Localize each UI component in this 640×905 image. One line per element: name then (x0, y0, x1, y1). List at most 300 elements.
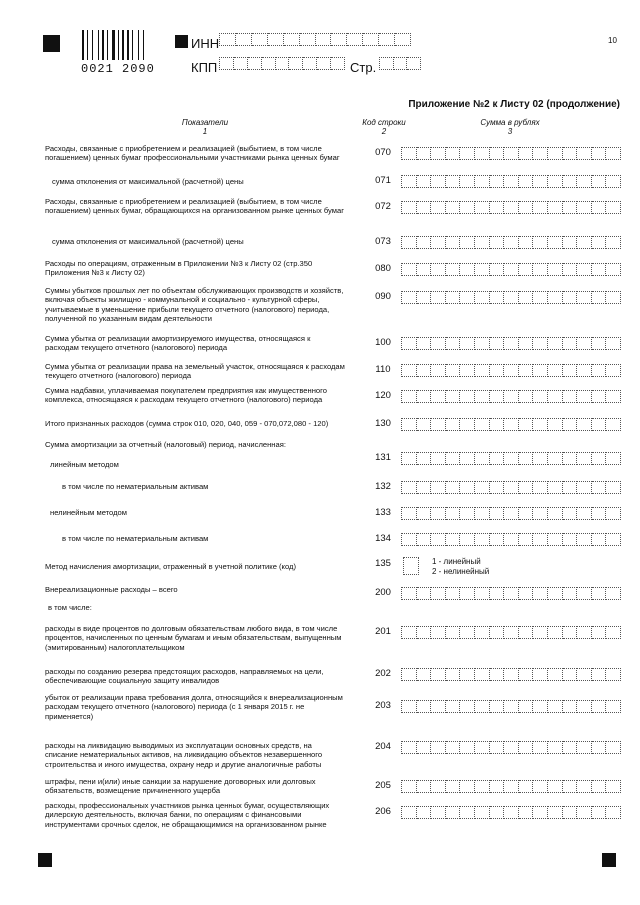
amortization-method-code-field[interactable] (403, 557, 419, 575)
sum-input-202[interactable] (401, 668, 621, 681)
digit-cell[interactable] (548, 390, 563, 403)
digit-cell[interactable] (475, 626, 490, 639)
digit-cell[interactable] (592, 263, 607, 276)
digit-cell[interactable] (563, 700, 578, 713)
digit-cell[interactable] (431, 291, 446, 304)
digit-cell[interactable] (563, 175, 578, 188)
digit-cell[interactable] (446, 201, 461, 214)
digit-cell[interactable] (592, 507, 607, 520)
digit-cell[interactable] (460, 175, 475, 188)
digit-cell[interactable] (592, 533, 607, 546)
digit-cell[interactable] (504, 806, 519, 819)
digit-cell[interactable] (490, 263, 505, 276)
digit-cell[interactable] (446, 626, 461, 639)
digit-cell[interactable] (548, 263, 563, 276)
digit-cell[interactable] (577, 587, 592, 600)
digit-cell[interactable] (460, 291, 475, 304)
digit-cell[interactable] (548, 587, 563, 600)
digit-cell[interactable] (606, 507, 621, 520)
digit-cell[interactable] (504, 741, 519, 754)
digit-cell[interactable] (592, 201, 607, 214)
digit-cell[interactable] (401, 452, 417, 465)
digit-cell[interactable] (548, 201, 563, 214)
digit-cell[interactable] (504, 507, 519, 520)
digit-cell[interactable] (431, 263, 446, 276)
digit-cell[interactable] (577, 201, 592, 214)
digit-cell[interactable] (548, 481, 563, 494)
digit-cell[interactable] (548, 418, 563, 431)
digit-cell[interactable] (563, 587, 578, 600)
digit-cell[interactable] (446, 780, 461, 793)
digit-cell[interactable] (431, 780, 446, 793)
digit-cell[interactable] (460, 780, 475, 793)
digit-cell[interactable] (606, 147, 621, 160)
digit-cell[interactable] (401, 780, 417, 793)
digit-cell[interactable] (460, 337, 475, 350)
page-field[interactable] (379, 57, 421, 71)
digit-cell[interactable] (563, 263, 578, 276)
digit-cell[interactable] (592, 741, 607, 754)
digit-cell[interactable] (519, 291, 534, 304)
digit-cell[interactable] (446, 147, 461, 160)
digit-cell[interactable] (563, 147, 578, 160)
digit-cell[interactable] (563, 201, 578, 214)
digit-cell[interactable] (606, 418, 621, 431)
digit-cell[interactable] (563, 741, 578, 754)
digit-cell[interactable] (592, 668, 607, 681)
digit-cell[interactable] (577, 175, 592, 188)
digit-cell[interactable] (606, 337, 621, 350)
digit-cell[interactable] (577, 337, 592, 350)
digit-cell[interactable] (563, 533, 578, 546)
digit-cell[interactable] (475, 452, 490, 465)
digit-cell[interactable] (606, 533, 621, 546)
digit-cell[interactable] (533, 291, 548, 304)
inn-field[interactable] (219, 33, 411, 47)
digit-cell[interactable] (460, 147, 475, 160)
digit-cell[interactable] (401, 626, 417, 639)
digit-cell[interactable] (563, 418, 578, 431)
digit-cell[interactable] (490, 147, 505, 160)
digit-cell[interactable] (417, 263, 432, 276)
digit-cell[interactable] (606, 626, 621, 639)
digit-cell[interactable] (446, 337, 461, 350)
digit-cell[interactable] (401, 390, 417, 403)
digit-cell[interactable] (592, 147, 607, 160)
digit-cell[interactable] (606, 175, 621, 188)
digit-cell[interactable] (606, 291, 621, 304)
digit-cell[interactable] (401, 175, 417, 188)
digit-cell[interactable] (475, 668, 490, 681)
digit-cell[interactable] (577, 291, 592, 304)
digit-cell[interactable] (577, 626, 592, 639)
digit-cell[interactable] (417, 533, 432, 546)
digit-cell[interactable] (490, 700, 505, 713)
digit-cell[interactable] (475, 337, 490, 350)
digit-cell[interactable] (533, 481, 548, 494)
digit-cell[interactable] (401, 533, 417, 546)
sum-input-090[interactable] (401, 291, 621, 304)
digit-cell[interactable] (504, 337, 519, 350)
digit-cell[interactable] (490, 364, 505, 377)
digit-cell[interactable] (548, 175, 563, 188)
digit-cell[interactable] (606, 201, 621, 214)
digit-cell[interactable] (519, 147, 534, 160)
digit-cell[interactable] (548, 780, 563, 793)
digit-cell[interactable] (417, 236, 432, 249)
digit-cell[interactable] (533, 806, 548, 819)
digit-cell[interactable] (460, 533, 475, 546)
sum-input-120[interactable] (401, 390, 621, 403)
digit-cell[interactable] (417, 626, 432, 639)
digit-cell[interactable] (401, 741, 417, 754)
digit-cell[interactable] (431, 741, 446, 754)
digit-cell[interactable] (504, 668, 519, 681)
digit-cell[interactable] (606, 668, 621, 681)
digit-cell[interactable] (446, 668, 461, 681)
digit-cell[interactable] (504, 201, 519, 214)
digit-cell[interactable] (431, 533, 446, 546)
digit-cell[interactable] (504, 780, 519, 793)
digit-cell[interactable] (417, 390, 432, 403)
digit-cell[interactable] (577, 452, 592, 465)
digit-cell[interactable] (475, 364, 490, 377)
digit-cell[interactable] (431, 337, 446, 350)
digit-cell[interactable] (417, 806, 432, 819)
digit-cell[interactable] (519, 806, 534, 819)
digit-cell[interactable] (577, 741, 592, 754)
digit-cell[interactable] (431, 587, 446, 600)
digit-cell[interactable] (490, 780, 505, 793)
digit-cell[interactable] (431, 175, 446, 188)
sum-input-070[interactable] (401, 147, 621, 160)
digit-cell[interactable] (475, 741, 490, 754)
sum-input-071[interactable] (401, 175, 621, 188)
digit-cell[interactable] (592, 364, 607, 377)
digit-cell[interactable] (577, 481, 592, 494)
digit-cell[interactable] (401, 263, 417, 276)
digit-cell[interactable] (431, 452, 446, 465)
digit-cell[interactable] (460, 263, 475, 276)
digit-cell[interactable] (431, 236, 446, 249)
digit-cell[interactable] (606, 587, 621, 600)
digit-cell[interactable] (401, 587, 417, 600)
digit-cell[interactable] (475, 418, 490, 431)
digit-cell[interactable] (446, 587, 461, 600)
digit-cell[interactable] (563, 626, 578, 639)
digit-cell[interactable] (475, 507, 490, 520)
digit-cell[interactable] (548, 236, 563, 249)
digit-cell[interactable] (417, 291, 432, 304)
digit-cell[interactable] (592, 780, 607, 793)
sum-input-072[interactable] (401, 201, 621, 214)
digit-cell[interactable] (548, 626, 563, 639)
digit-cell[interactable] (417, 147, 432, 160)
digit-cell[interactable] (533, 780, 548, 793)
sum-input-073[interactable] (401, 236, 621, 249)
digit-cell[interactable] (592, 390, 607, 403)
digit-cell[interactable] (490, 806, 505, 819)
digit-cell[interactable] (431, 390, 446, 403)
digit-cell[interactable] (417, 700, 432, 713)
digit-cell[interactable] (504, 533, 519, 546)
digit-cell[interactable] (460, 481, 475, 494)
digit-cell[interactable] (431, 626, 446, 639)
digit-cell[interactable] (533, 700, 548, 713)
digit-cell[interactable] (504, 291, 519, 304)
digit-cell[interactable] (533, 452, 548, 465)
digit-cell[interactable] (577, 533, 592, 546)
digit-cell[interactable] (563, 337, 578, 350)
digit-cell[interactable] (446, 481, 461, 494)
digit-cell[interactable] (504, 263, 519, 276)
digit-cell[interactable] (563, 364, 578, 377)
digit-cell[interactable] (490, 291, 505, 304)
digit-cell[interactable] (417, 741, 432, 754)
digit-cell[interactable] (519, 337, 534, 350)
digit-cell[interactable] (490, 587, 505, 600)
digit-cell[interactable] (548, 700, 563, 713)
sum-input-132[interactable] (401, 481, 621, 494)
digit-cell[interactable] (446, 236, 461, 249)
digit-cell[interactable] (533, 337, 548, 350)
digit-cell[interactable] (401, 337, 417, 350)
digit-cell[interactable] (504, 175, 519, 188)
digit-cell[interactable] (548, 147, 563, 160)
digit-cell[interactable] (401, 700, 417, 713)
digit-cell[interactable] (592, 700, 607, 713)
digit-cell[interactable] (533, 668, 548, 681)
sum-input-200[interactable] (401, 587, 621, 600)
digit-cell[interactable] (401, 418, 417, 431)
digit-cell[interactable] (577, 700, 592, 713)
digit-cell[interactable] (577, 147, 592, 160)
digit-cell[interactable] (606, 741, 621, 754)
digit-cell[interactable] (519, 780, 534, 793)
digit-cell[interactable] (401, 507, 417, 520)
digit-cell[interactable] (417, 587, 432, 600)
digit-cell[interactable] (606, 390, 621, 403)
digit-cell[interactable] (592, 481, 607, 494)
digit-cell[interactable] (606, 806, 621, 819)
digit-cell[interactable] (548, 668, 563, 681)
digit-cell[interactable] (401, 364, 417, 377)
kpp-field[interactable] (219, 57, 345, 71)
digit-cell[interactable] (475, 291, 490, 304)
digit-cell[interactable] (592, 236, 607, 249)
digit-cell[interactable] (475, 533, 490, 546)
digit-cell[interactable] (431, 481, 446, 494)
digit-cell[interactable] (519, 626, 534, 639)
digit-cell[interactable] (490, 390, 505, 403)
sum-input-133[interactable] (401, 507, 621, 520)
digit-cell[interactable] (577, 507, 592, 520)
digit-cell[interactable] (446, 390, 461, 403)
digit-cell[interactable] (417, 364, 432, 377)
digit-cell[interactable] (460, 507, 475, 520)
digit-cell[interactable] (533, 175, 548, 188)
digit-cell[interactable] (417, 418, 432, 431)
digit-cell[interactable] (592, 337, 607, 350)
digit-cell[interactable] (533, 236, 548, 249)
digit-cell[interactable] (519, 390, 534, 403)
digit-cell[interactable] (563, 291, 578, 304)
digit-cell[interactable] (563, 780, 578, 793)
digit-cell[interactable] (431, 700, 446, 713)
digit-cell[interactable] (401, 291, 417, 304)
sum-input-130[interactable] (401, 418, 621, 431)
digit-cell[interactable] (563, 507, 578, 520)
digit-cell[interactable] (431, 507, 446, 520)
digit-cell[interactable] (519, 418, 534, 431)
digit-cell[interactable] (446, 175, 461, 188)
digit-cell[interactable] (577, 418, 592, 431)
digit-cell[interactable] (460, 806, 475, 819)
digit-cell[interactable] (401, 147, 417, 160)
digit-cell[interactable] (475, 806, 490, 819)
digit-cell[interactable] (533, 533, 548, 546)
digit-cell[interactable] (475, 236, 490, 249)
digit-cell[interactable] (548, 806, 563, 819)
digit-cell[interactable] (475, 390, 490, 403)
digit-cell[interactable] (563, 236, 578, 249)
digit-cell[interactable] (577, 236, 592, 249)
digit-cell[interactable] (548, 337, 563, 350)
digit-cell[interactable] (460, 390, 475, 403)
digit-cell[interactable] (606, 236, 621, 249)
sum-input-206[interactable] (401, 806, 621, 819)
digit-cell[interactable] (431, 201, 446, 214)
digit-cell[interactable] (577, 364, 592, 377)
sum-input-100[interactable] (401, 337, 621, 350)
digit-cell[interactable] (446, 507, 461, 520)
digit-cell[interactable] (606, 700, 621, 713)
digit-cell[interactable] (446, 364, 461, 377)
digit-cell[interactable] (606, 452, 621, 465)
digit-cell[interactable] (490, 481, 505, 494)
digit-cell[interactable] (606, 364, 621, 377)
digit-cell[interactable] (533, 390, 548, 403)
digit-cell[interactable] (431, 147, 446, 160)
digit-cell[interactable] (548, 533, 563, 546)
digit-cell[interactable] (460, 587, 475, 600)
digit-cell[interactable] (606, 780, 621, 793)
digit-cell[interactable] (504, 364, 519, 377)
digit-cell[interactable] (519, 741, 534, 754)
digit-cell[interactable] (475, 780, 490, 793)
digit-cell[interactable] (504, 147, 519, 160)
digit-cell[interactable] (417, 668, 432, 681)
digit-cell[interactable] (490, 418, 505, 431)
digit-cell[interactable] (460, 626, 475, 639)
sum-input-203[interactable] (401, 700, 621, 713)
digit-cell[interactable] (475, 201, 490, 214)
digit-cell[interactable] (519, 507, 534, 520)
digit-cell[interactable] (475, 263, 490, 276)
digit-cell[interactable] (417, 175, 432, 188)
digit-cell[interactable] (577, 668, 592, 681)
digit-cell[interactable] (577, 780, 592, 793)
digit-cell[interactable] (563, 806, 578, 819)
digit-cell[interactable] (475, 587, 490, 600)
digit-cell[interactable] (431, 364, 446, 377)
digit-cell[interactable] (475, 175, 490, 188)
digit-cell[interactable] (490, 175, 505, 188)
digit-cell[interactable] (592, 806, 607, 819)
digit-cell[interactable] (548, 741, 563, 754)
digit-cell[interactable] (490, 507, 505, 520)
digit-cell[interactable] (548, 452, 563, 465)
digit-cell[interactable] (504, 236, 519, 249)
digit-cell[interactable] (460, 452, 475, 465)
digit-cell[interactable] (533, 741, 548, 754)
digit-cell[interactable] (460, 700, 475, 713)
digit-cell[interactable] (504, 481, 519, 494)
digit-cell[interactable] (504, 390, 519, 403)
digit-cell[interactable] (417, 481, 432, 494)
digit-cell[interactable] (533, 507, 548, 520)
digit-cell[interactable] (533, 587, 548, 600)
digit-cell[interactable] (504, 700, 519, 713)
digit-cell[interactable] (519, 481, 534, 494)
digit-cell[interactable] (401, 806, 417, 819)
digit-cell[interactable] (446, 263, 461, 276)
digit-cell[interactable] (417, 337, 432, 350)
digit-cell[interactable] (548, 507, 563, 520)
digit-cell[interactable] (592, 291, 607, 304)
digit-cell[interactable] (446, 741, 461, 754)
digit-cell[interactable] (519, 364, 534, 377)
digit-cell[interactable] (460, 668, 475, 681)
digit-cell[interactable] (548, 291, 563, 304)
digit-cell[interactable] (417, 507, 432, 520)
digit-cell[interactable] (401, 668, 417, 681)
digit-cell[interactable] (592, 587, 607, 600)
digit-cell[interactable] (490, 236, 505, 249)
sum-input-080[interactable] (401, 263, 621, 276)
digit-cell[interactable] (592, 452, 607, 465)
digit-cell[interactable] (504, 452, 519, 465)
digit-cell[interactable] (446, 452, 461, 465)
digit-cell[interactable] (446, 806, 461, 819)
digit-cell[interactable] (490, 452, 505, 465)
digit-cell[interactable] (460, 418, 475, 431)
digit-cell[interactable] (533, 418, 548, 431)
sum-input-205[interactable] (401, 780, 621, 793)
digit-cell[interactable] (504, 626, 519, 639)
digit-cell[interactable] (401, 201, 417, 214)
digit-cell[interactable] (533, 201, 548, 214)
digit-cell[interactable] (490, 668, 505, 681)
digit-cell[interactable] (446, 700, 461, 713)
sum-input-134[interactable] (401, 533, 621, 546)
digit-cell[interactable] (533, 364, 548, 377)
digit-cell[interactable] (606, 481, 621, 494)
digit-cell[interactable] (490, 337, 505, 350)
digit-cell[interactable] (490, 533, 505, 546)
digit-cell[interactable] (592, 418, 607, 431)
digit-cell[interactable] (563, 668, 578, 681)
digit-cell[interactable] (533, 263, 548, 276)
sum-input-131[interactable] (401, 452, 621, 465)
digit-cell[interactable] (417, 452, 432, 465)
digit-cell[interactable] (504, 418, 519, 431)
digit-cell[interactable] (563, 390, 578, 403)
digit-cell[interactable] (504, 587, 519, 600)
digit-cell[interactable] (533, 147, 548, 160)
digit-cell[interactable] (519, 587, 534, 600)
digit-cell[interactable] (431, 418, 446, 431)
